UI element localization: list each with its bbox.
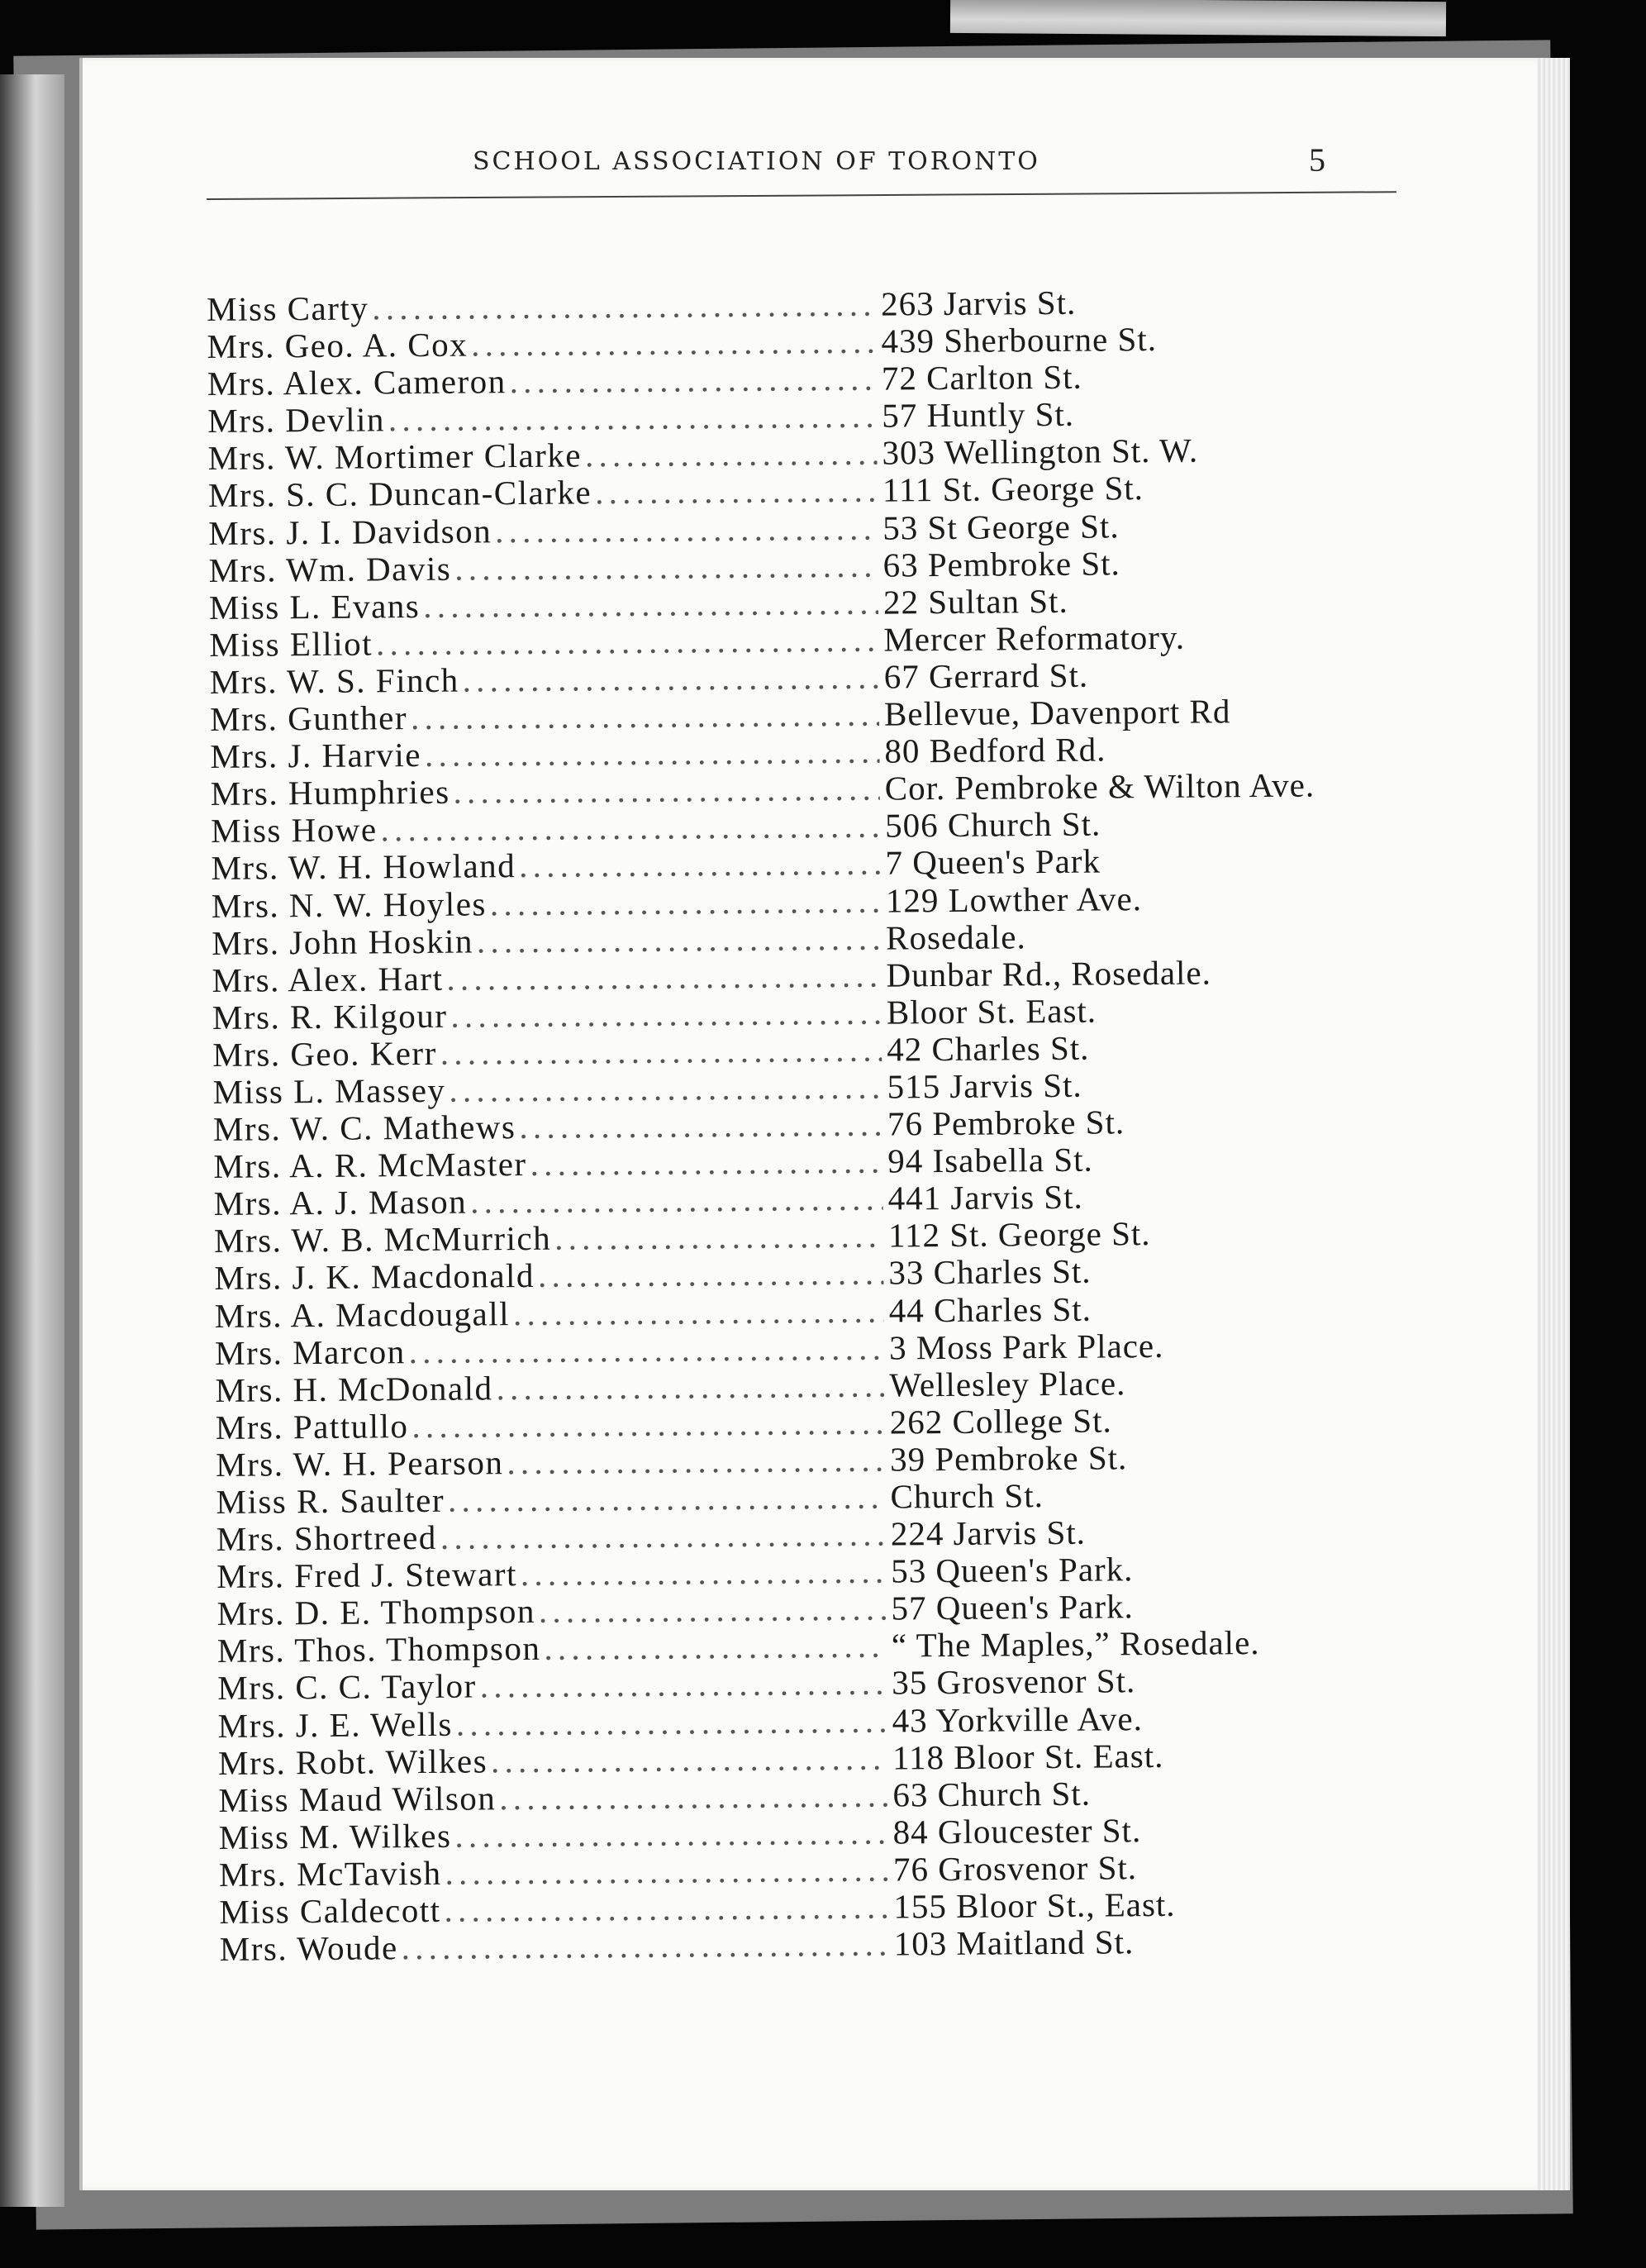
member-address: Wellesley Place. <box>889 1364 1126 1404</box>
dot-leader <box>437 1029 882 1072</box>
member-address: 43 Yorkville Ave. <box>892 1699 1144 1740</box>
member-name: Miss Howe <box>210 810 378 850</box>
member-address: 3 Moss Park Place. <box>888 1326 1164 1367</box>
dot-leader <box>517 1551 887 1594</box>
member-address: 7 Queen's Park <box>885 841 1101 882</box>
member-address: Bellevue, Davenport Rd <box>883 692 1231 733</box>
dot-leader <box>421 731 880 774</box>
member-name: Mrs. W. B. McMurrich <box>213 1219 552 1260</box>
member-name: Mrs. H. McDonald <box>215 1369 493 1409</box>
member-address: 155 Bloor St., East. <box>893 1884 1176 1926</box>
dot-leader <box>535 1253 884 1295</box>
member-name: Mrs. Marcon <box>214 1332 406 1372</box>
member-name: Mrs. Wm. Davis <box>208 549 452 589</box>
member-address: 39 Pembroke St. <box>889 1438 1128 1479</box>
member-name: Mrs. D. E. Thompson <box>216 1592 536 1633</box>
member-address: 224 Jarvis St. <box>890 1513 1087 1553</box>
page-number: 5 <box>1309 141 1325 179</box>
member-address: 67 Gerrard St. <box>883 655 1089 696</box>
member-address: Church St. <box>890 1476 1044 1516</box>
dot-leader <box>385 396 878 440</box>
member-address: 22 Sultan St. <box>882 581 1068 622</box>
member-address: 76 Grosvenor St. <box>892 1848 1138 1889</box>
dot-leader <box>445 1067 882 1110</box>
dot-leader <box>496 1775 887 1818</box>
dot-leader <box>473 917 882 960</box>
member-address: 33 Charles St. <box>888 1252 1092 1292</box>
member-name: Mrs. Alex. Cameron <box>207 362 507 403</box>
member-name: Mrs. Devlin <box>207 400 386 441</box>
member-name: Mrs. C. C. Taylor <box>217 1666 477 1708</box>
member-name: Mrs. A. Macdougall <box>214 1294 511 1335</box>
member-name: Miss Maud Wilson <box>218 1779 497 1819</box>
dot-leader <box>437 1514 886 1557</box>
dot-leader <box>468 322 877 364</box>
member-name: Mrs. W. H. Pearson <box>215 1443 504 1484</box>
member-name: Miss Elliot <box>209 624 373 664</box>
member-name: Mrs. Woude <box>219 1928 398 1969</box>
member-address: 118 Bloor St. East. <box>892 1736 1164 1777</box>
member-address: 76 Pembroke St. <box>887 1103 1125 1143</box>
dot-leader <box>451 545 878 588</box>
member-address: 63 Pembroke St. <box>882 543 1121 584</box>
member-address: 53 St George St. <box>882 506 1120 547</box>
dot-leader <box>506 359 877 402</box>
member-name: Mrs. W. H. Howland <box>211 846 516 888</box>
dot-leader <box>447 992 882 1035</box>
member-name: Mrs. J. E. Wells <box>217 1704 454 1745</box>
member-address: 35 Grosvenor St. <box>892 1661 1136 1703</box>
dot-leader <box>459 657 878 700</box>
member-address: 112 St. George St. <box>887 1214 1151 1255</box>
member-name: Mrs. J. I. Davidson <box>208 511 492 552</box>
dot-leader <box>487 880 881 923</box>
page-stack-edge <box>1537 58 1570 2190</box>
member-name: Mrs. Shortreed <box>216 1518 438 1559</box>
dot-leader <box>492 507 878 550</box>
dot-leader <box>582 433 878 475</box>
member-name: Mrs. A. J. Mason <box>213 1182 468 1223</box>
member-address: 57 Huntly St. <box>882 395 1075 435</box>
member-address: 439 Sherbourne St. <box>881 320 1158 360</box>
member-name: Mrs. McTavish <box>218 1853 442 1894</box>
member-list <box>207 279 1434 1969</box>
dot-leader <box>503 1440 885 1483</box>
member-name: Miss M. Wilkes <box>218 1816 452 1856</box>
dot-leader <box>488 1737 887 1780</box>
dot-leader <box>407 694 879 737</box>
dot-leader <box>526 1141 882 1184</box>
member-address: 441 Jarvis St. <box>887 1177 1083 1217</box>
member-name: Mrs. W. Mortimer Clarke <box>207 436 583 478</box>
member-address: 84 Gloucester St. <box>892 1811 1142 1851</box>
running-header: SCHOOL ASSOCIATION OF TORONTO <box>473 147 1040 176</box>
dot-leader <box>516 1104 882 1146</box>
member-address: 80 Bedford Rd. <box>884 730 1106 770</box>
dot-leader <box>453 1700 887 1743</box>
member-name: Mrs. R. Kilgour <box>212 996 448 1036</box>
member-address: 42 Charles St. <box>887 1028 1090 1069</box>
member-address: “ The Maples,” Rosedale. <box>891 1623 1260 1665</box>
member-name: Mrs. Fred J. Stewart <box>216 1555 518 1596</box>
member-address: Bloor St. East. <box>886 991 1097 1032</box>
member-name: Miss L. Evans <box>208 586 421 627</box>
member-name: Mrs. Geo. A. Cox <box>207 325 469 366</box>
member-name: Mrs. Robt. Wilkes <box>217 1742 488 1782</box>
member-name: Mrs. Pattullo <box>215 1406 409 1446</box>
member-address: 303 Wellington St. W. <box>882 431 1199 472</box>
member-address: Rosedale. <box>886 917 1026 957</box>
member-name: Mrs. Humphries <box>210 772 450 813</box>
dot-leader <box>440 1887 888 1930</box>
dot-leader <box>405 1327 884 1371</box>
dot-leader <box>535 1589 887 1631</box>
dot-leader <box>551 1216 883 1258</box>
adjacent-page-scrap <box>950 0 1446 36</box>
member-name: Mrs. Gunther <box>209 698 408 739</box>
dot-leader <box>443 955 882 998</box>
dot-leader <box>467 1179 883 1222</box>
member-name: Mrs. W. C. Mathews <box>212 1108 516 1149</box>
member-address: 263 Jarvis St. <box>880 283 1077 323</box>
member-address: Cor. Pembroke & Wilton Ave. <box>884 765 1315 808</box>
member-name: Mrs. John Hoskin <box>212 922 474 962</box>
dot-leader <box>451 1812 888 1855</box>
member-name: Mrs. J. Harvie <box>210 736 422 776</box>
member-address: 63 Church St. <box>892 1774 1092 1814</box>
member-name: Mrs. Thos. Thompson <box>216 1629 541 1670</box>
name-column <box>220 1924 889 1969</box>
dot-leader <box>420 582 878 625</box>
dot-leader <box>398 1924 889 1968</box>
member-name: Mrs. Alex. Hart <box>212 959 444 999</box>
member-name: Mrs. N. W. Hoyles <box>211 884 488 925</box>
dot-leader <box>445 1477 886 1520</box>
dot-leader <box>477 1663 887 1706</box>
member-name: Miss Carty <box>207 288 369 328</box>
member-name: Miss Caldecott <box>219 1890 441 1931</box>
dot-leader <box>516 843 881 885</box>
member-address: 57 Queen's Park. <box>891 1587 1134 1627</box>
member-address: 94 Isabella St. <box>887 1140 1093 1180</box>
member-address: 44 Charles St. <box>888 1289 1092 1330</box>
member-address: 515 Jarvis St. <box>887 1065 1082 1106</box>
dot-leader <box>450 769 880 812</box>
member-name: Mrs. A. R. McMaster <box>213 1145 527 1186</box>
dot-leader <box>408 1402 885 1446</box>
member-address: 506 Church St. <box>884 804 1101 845</box>
member-address: 262 College St. <box>889 1401 1112 1441</box>
member-address: 103 Maitland St. <box>893 1923 1135 1963</box>
member-name: Mrs. J. K. Macdonald <box>214 1256 535 1298</box>
member-name: Miss R. Saulter <box>216 1480 445 1521</box>
member-address: 111 St. George St. <box>882 469 1144 510</box>
dot-leader <box>492 1365 884 1408</box>
dot-leader <box>510 1290 884 1333</box>
facing-page-edge <box>0 74 64 2207</box>
member-address: Mercer Reformatory. <box>883 617 1186 659</box>
member-address: 72 Carlton St. <box>881 357 1082 398</box>
dot-leader <box>540 1626 887 1668</box>
member-address: 53 Queen's Park. <box>891 1550 1134 1590</box>
member-name: Mrs. S. C. Duncan-Clarke <box>207 473 592 515</box>
dot-leader <box>592 470 878 512</box>
member-name: Mrs. Geo. Kerr <box>212 1033 437 1074</box>
dot-leader <box>441 1850 888 1893</box>
member-address: 129 Lowther Ave. <box>885 879 1143 920</box>
member-name: Miss L. Massey <box>212 1070 446 1111</box>
member-name: Mrs. W. S. Finch <box>209 660 459 701</box>
member-address: Dunbar Rd., Rosedale. <box>886 953 1212 994</box>
